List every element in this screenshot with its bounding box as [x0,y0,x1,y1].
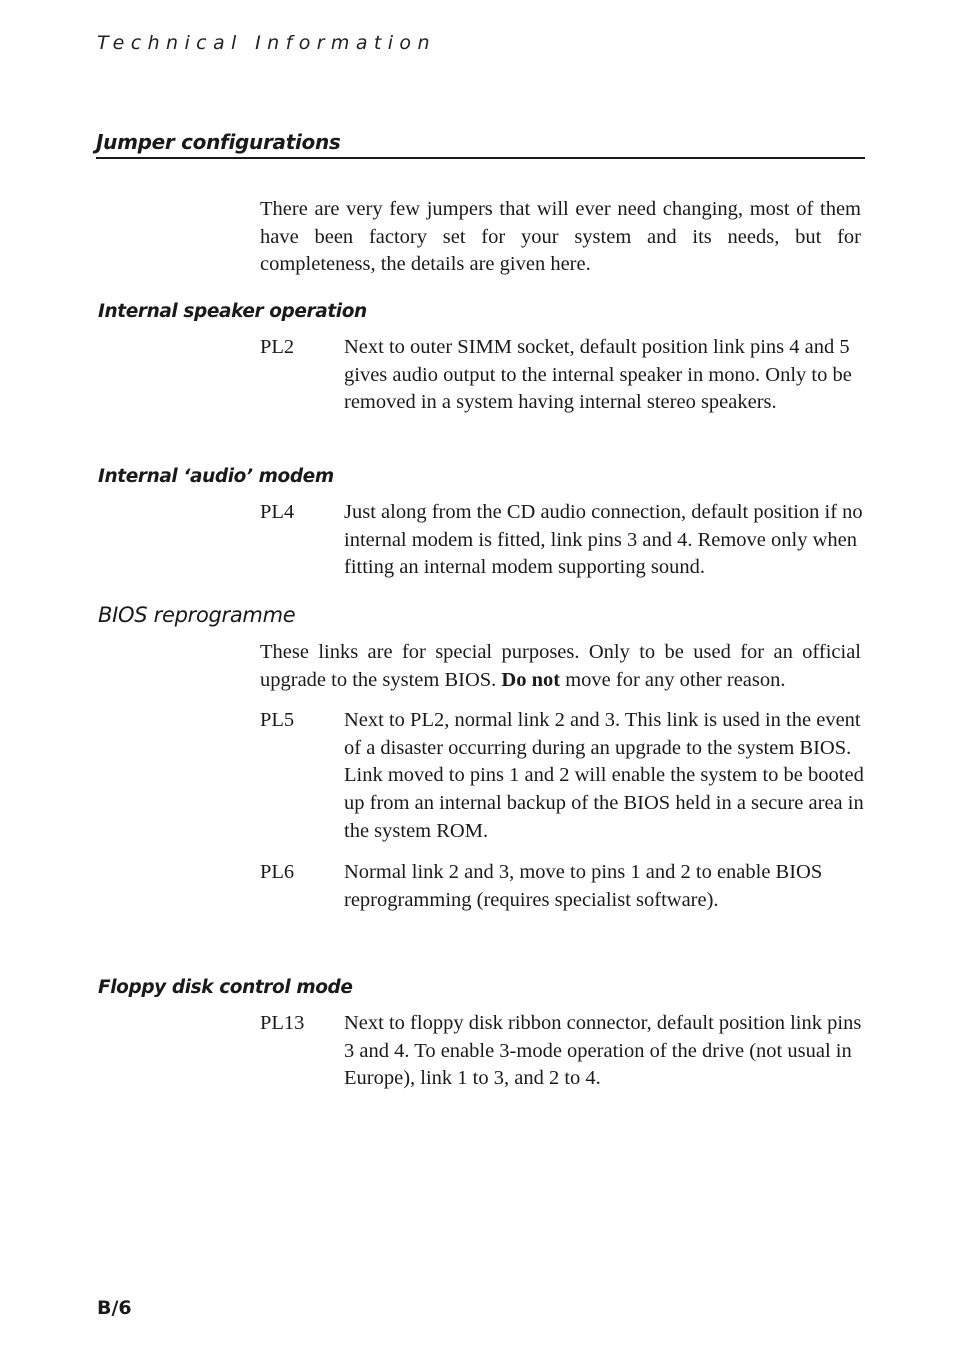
jumper-description: Normal link 2 and 3, move to pins 1 and 2 to enable BIOS reprogramming (requires specialist software). [344,861,823,911]
jumper-id: PL5 [260,709,295,731]
running-head: Technical Information [97,32,436,54]
subheading-bios: BIOS reprogramme [98,603,296,627]
subheading-floppy: Floppy disk control mode [98,977,353,998]
subheading-modem: Internal ‘audio’ modem [98,466,334,487]
bios-intro-emphasis: Do not [501,668,561,691]
bios-intro-text-end: move for any other reason. [560,668,786,691]
jumper-id: PL4 [260,501,295,523]
jumper-description: Next to PL2, normal link 2 and 3. This link is used in the event of a disaster occurring during an upgrade to the system BIOS. Link moved to pins 1 and 2 will enable the system to be booted up from an internal backup of the BIOS held in a secure area in the system ROM. [344,709,864,842]
jumper-description: Just along from the CD audio connection, default position if no internal modem is fitted, link pins 3 and 4. Remove only when fitting an internal modem supporting sound. [344,501,863,579]
jumper-description: Next to outer SIMM socket, default position link pins 4 and 5 gives audio output to the internal speaker in mono. Only to be removed in a system having internal stereo speakers. [344,336,852,414]
intro-paragraph: There are very few jumpers that will ever need changing, most of them have been factory set for your system and its needs, but for completeness, the details are given here. [260,198,861,276]
page-number: B/6 [97,1297,132,1319]
subheading-speaker: Internal speaker operation [98,301,367,322]
jumper-description: Next to floppy disk ribbon connector, default position link pins 3 and 4. To enable 3-mode operation of the drive (not usual in Europe), link 1 to 3, and 2 to 4. [344,1012,862,1090]
section-title: Jumper configurations [96,129,865,159]
jumper-id: PL6 [260,861,295,883]
bios-intro-text: These links are for special purposes. Only to be used for an official upgrade to the system BIOS. [260,641,861,691]
jumper-id: PL13 [260,1012,305,1034]
jumper-id: PL2 [260,336,295,358]
bios-intro-paragraph [260,639,861,694]
